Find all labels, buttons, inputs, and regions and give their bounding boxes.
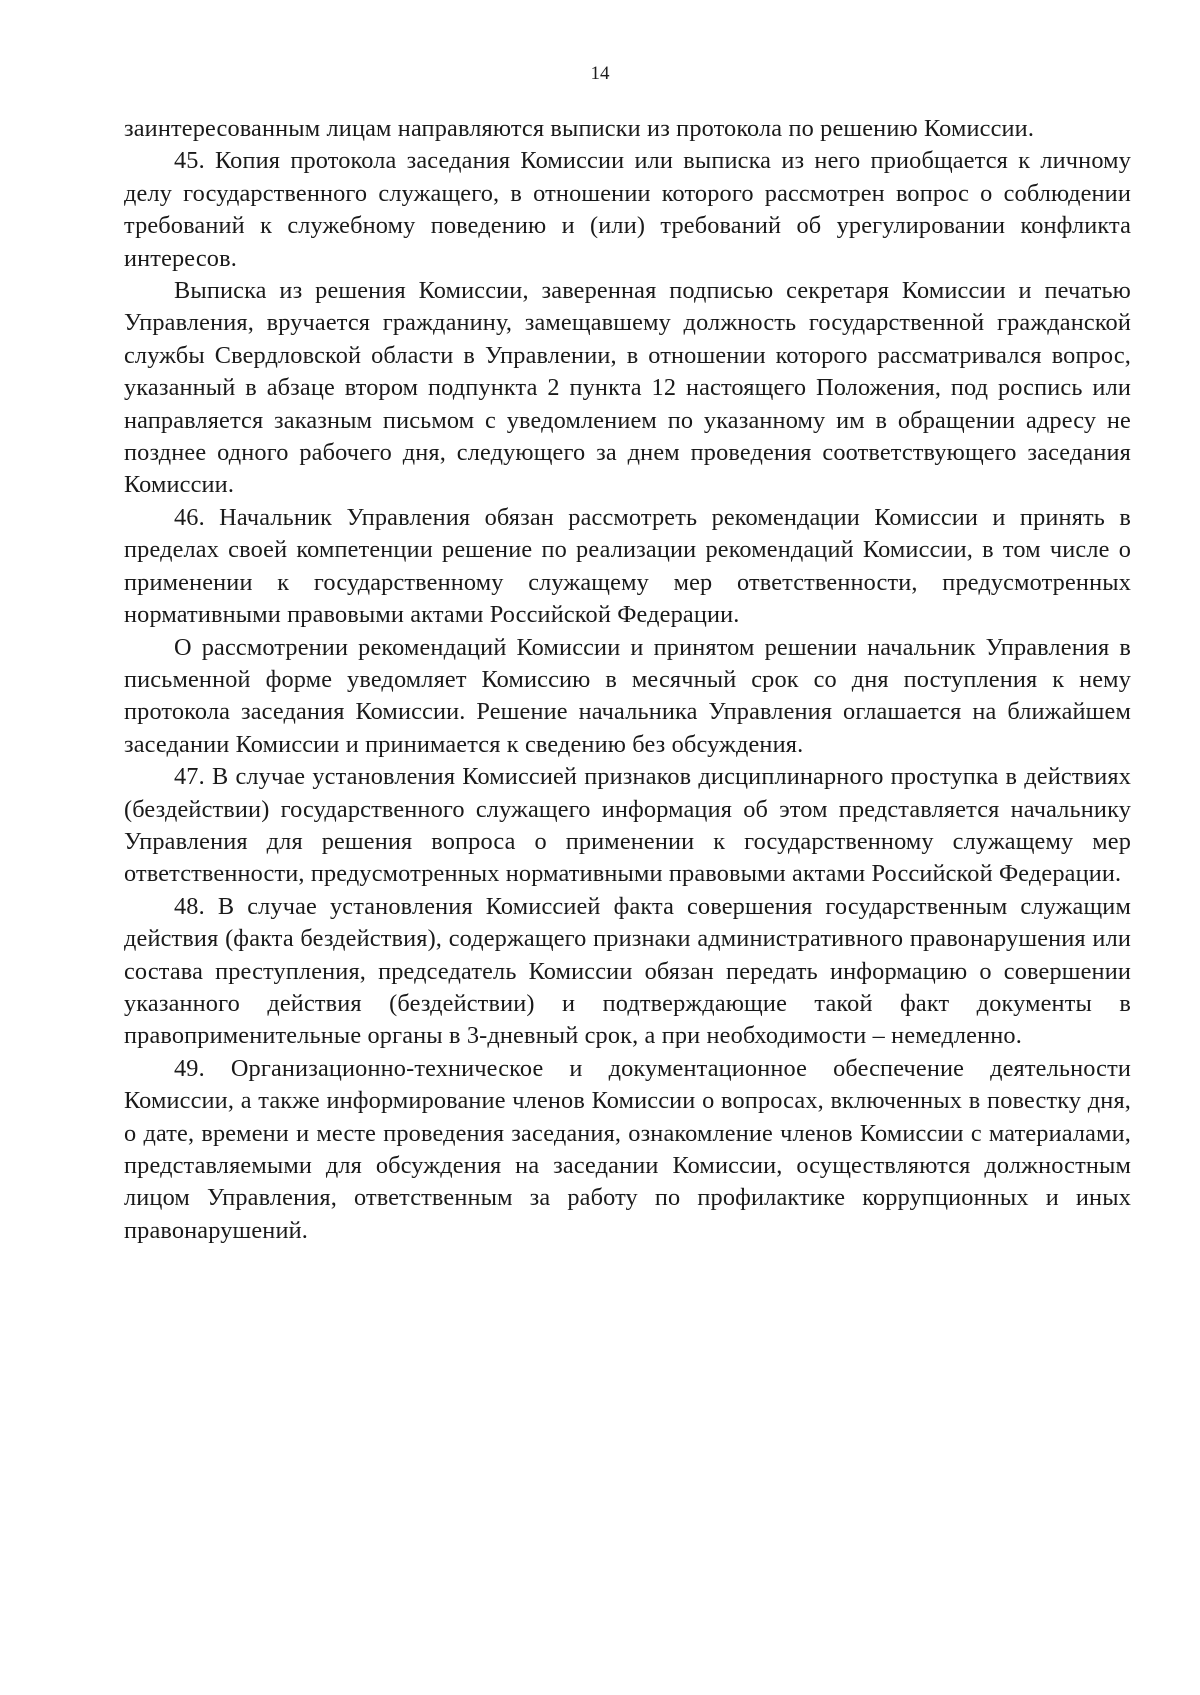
document-body [124,113,1131,1247]
paragraph-extract-delivery: Выписка из решения Комиссии, заверенная подписью секретаря Комиссии и печатью Управления, вручается гражданину, замещавшему должность государственной гражданской службы Свердловской области в Управлении, в отношении которого рассматривался вопрос, указанный в абзаце втором подпункта 2 пункта 12 настоящего Положения, под роспись или направляется заказным письмом с уведомлением по указанному им в обращении адресу не позднее одного рабочего дня, следующего за днем проведения соответствующего заседания Комиссии. [124,277,1131,499]
paragraph-item-47: 47. В случае установления Комиссией признаков дисциплинарного проступка в действиях (бездействии) государственного служащего информация об этом представляется начальнику Управления для решения вопроса о применении к государственному служащему мер ответственности, предусмотренных нормативными правовыми актами Российской Федерации. [124,763,1131,888]
paragraph-item-45: 45. Копия протокола заседания Комиссии или выписка из него приобщается к личному делу государственного служащего, в отношении которого рассмотрен вопрос о соблюдении требований к служебному поведению и (или) требований об урегулировании конфликта интересов. [124,147,1131,272]
paragraph-item-48: 48. В случае установления Комиссией факта совершения государственным служащим действия (факта бездействия), содержащего признаки административного правонарушения или состава преступления, председатель Комиссии обязан передать информацию о совершении указанного действия (бездействии) и подтверждающие такой факт документы в правоприменительные органы в 3-дневный срок, а при необходимости – немедленно. [124,892,1131,1050]
paragraph-decision-notice: О рассмотрении рекомендаций Комиссии и принятом решении начальник Управления в письменной форме уведомляет Комиссию в месячный срок со дня поступления к нему протокола заседания Комиссии. Решение начальника Управления оглашается на ближайшем заседании Комиссии и принимается к сведению без обсуждения. [124,633,1131,758]
paragraph-continuation: заинтересованным лицам направляются выписки из протокола по решению Комиссии. [124,115,1035,142]
paragraph-item-46: 46. Начальник Управления обязан рассмотреть рекомендации Комиссии и принять в пределах своей компетенции решение по реализации рекомендаций Комиссии, в том числе о применении к государственному служащему мер ответственности, предусмотренных нормативными правовыми актами Российской Федерации. [124,503,1131,629]
page-number: 14 [590,63,610,84]
paragraph-item-49: 49. Организационно-техническое и документационное обеспечение деятельности Комиссии, а также информирование членов Комиссии о вопросах, включенных в повестку дня, о дате, времени и месте проведения заседания, ознакомление членов Комиссии с материалами, представляемыми для обсуждения на заседании Комиссии, осуществляются должностным лицом Управления, ответственным за работу по профилактике коррупционных и иных правонарушений. [124,1054,1131,1244]
